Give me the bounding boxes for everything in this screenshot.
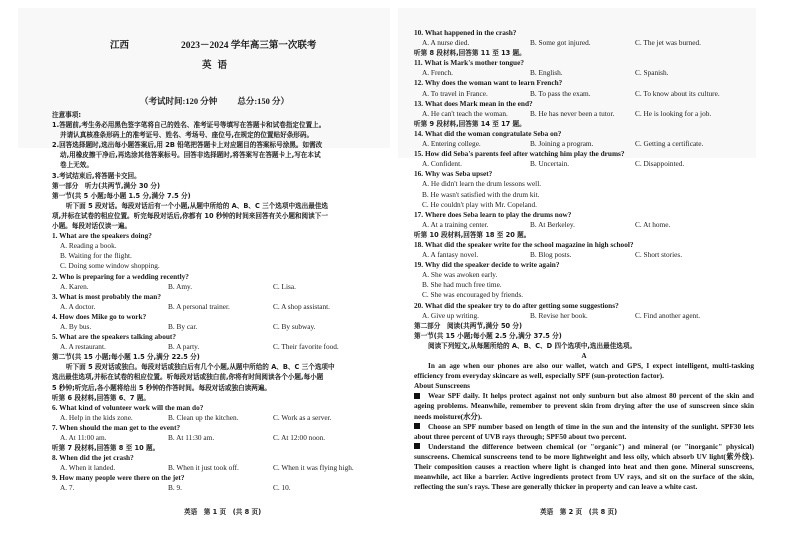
option: C. Getting a certificate. bbox=[635, 139, 704, 149]
material-label: 听第 7 段材料,回答第 8 至 10 题。 bbox=[52, 444, 160, 453]
option: B. Joining a program. bbox=[530, 139, 594, 149]
option: C. Doing some window shopping. bbox=[60, 261, 160, 271]
question-17: 17. Where does Seba learn to play the drums now? bbox=[414, 209, 572, 219]
question-12: 12. Why does the woman want to learn French? bbox=[414, 78, 563, 88]
option: C. Short stories. bbox=[635, 250, 683, 260]
passage-label: A bbox=[581, 351, 587, 360]
option: A. French. bbox=[422, 68, 454, 78]
passage-bullet bbox=[414, 391, 754, 421]
bullet-text: Understand the difference between chemical (or "organic") and mineral (or "inorganic" physical) sunscreens. Chemical sunscreens tend to be more lightweight and less oily, which absorb UV light(紫外线). Their composition causes a reaction where light is changed into heat and then gone. Mineral sunscreens, meanwhile, act like a barrier. Active ingredients protect from UV rays, and sit on the surface of the skin, reflecting the sun's rays. These are generally thicker in property and can leave a white cast. bbox=[414, 441, 754, 492]
section1-instructions: 听下面 5 段对话。每段对话后有一个小题,从题中所给的 A、B、C 三个选项中选出最佳选 bbox=[66, 201, 329, 210]
part1-title: 第一部分 听力(共两节,满分 30 分) bbox=[52, 181, 161, 190]
page-2-footer: 英语 第 2 页 (共 8 页) bbox=[540, 508, 618, 516]
option: A. At 11:00 am. bbox=[60, 433, 107, 442]
material-label: 听第 6 段材料,回答第 6、7 题。 bbox=[52, 393, 150, 402]
option: A. He can't teach the woman. bbox=[422, 108, 508, 118]
question-16: 16. Why was Seba upset? bbox=[414, 169, 493, 179]
square-bullet-icon bbox=[414, 443, 420, 449]
section1-instructions: 项,并标在试卷的相应位置。听完每段对话后,你都有 10 秒钟的时间来回答有关小题和阅读下一 bbox=[52, 211, 328, 220]
bullet-text: Choose an SPF number based on length of time in the sun and the intensity of the sunlight. SPF30 lets about three percent of UVB rays through; SPF50 about two percent. bbox=[414, 421, 754, 441]
score-label: 总分:150 分） bbox=[237, 96, 290, 106]
option: C. Disappointed. bbox=[635, 159, 685, 169]
option: C. By subway. bbox=[273, 321, 316, 331]
question-8: 8. When did the jet crash? bbox=[52, 453, 134, 463]
question-7: 7. When should the man get to the event? bbox=[52, 422, 181, 432]
option: C. He couldn't play with Mr. Copeland. bbox=[422, 199, 538, 209]
part2-section1-title: 第一节(共 15 小题;每小题 2.5 分,满分 37.5 分) bbox=[414, 331, 562, 340]
section2-instructions: 选出最佳选项,并标在试卷的相应位置。听每段对话或独白前,你将有时间阅读各个小题,每小题 bbox=[52, 373, 324, 382]
option: C. Their favorite food. bbox=[273, 342, 339, 352]
question-1: 1. What are the speakers doing? bbox=[52, 231, 152, 241]
material-label: 听第 10 段材料,回答第 18 至 20 题。 bbox=[414, 230, 531, 239]
section1-title: 第一节(共 5 小题;每小题 1.5 分,满分 7.5 分) bbox=[52, 191, 191, 200]
square-bullet-icon bbox=[414, 393, 420, 399]
option: B. Amy. bbox=[168, 281, 193, 291]
option: A. A nurse died. bbox=[422, 38, 470, 48]
option: A. Help in the kids zone. bbox=[60, 412, 133, 422]
option: B. He has never been a tutor. bbox=[530, 108, 615, 118]
option: A. A doctor. bbox=[60, 301, 96, 311]
material-label: 听第 8 段材料,回答第 11 至 13 题。 bbox=[414, 49, 526, 58]
option: B. When it just took off. bbox=[168, 463, 239, 473]
option: C. Find another agent. bbox=[635, 310, 701, 320]
question-20: 20. What did the speaker try to do after getting some suggestions? bbox=[414, 300, 619, 310]
option: C. 10. bbox=[273, 483, 291, 493]
question-14: 14. What did the woman congratulate Seba on? bbox=[414, 128, 562, 138]
option: C. Spanish. bbox=[635, 68, 669, 78]
material-label: 听第 9 段材料,回答第 14 至 17 题。 bbox=[414, 119, 526, 128]
option: B. To pass the exam. bbox=[530, 88, 591, 98]
section2-instructions: 5 秒钟;听完后,各小题将给出 5 秒钟的作答时间。每段对话或独白读两遍。 bbox=[52, 383, 272, 392]
option: A. By bus. bbox=[60, 321, 92, 331]
notice-item: 并请认真核准条形码上的准考证号、姓名、考场号、座位号,在规定的位置贴好条形码。 bbox=[60, 131, 314, 140]
square-bullet-icon bbox=[414, 423, 420, 429]
option: C. Work as a server. bbox=[273, 412, 332, 422]
passage-heading: About Sunscreens bbox=[414, 381, 471, 391]
part2-title: 第二部分 阅读(共两节,满分 50 分) bbox=[414, 321, 523, 330]
option: A. Reading a book. bbox=[60, 241, 117, 251]
option: B. A personal trainer. bbox=[168, 301, 230, 311]
option: A. At a training center. bbox=[422, 219, 489, 229]
option: C. She was encouraged by friends. bbox=[422, 290, 524, 300]
option: B. At 11:30 am. bbox=[168, 433, 215, 442]
option: C. Lisa. bbox=[273, 281, 296, 291]
passage-bullet bbox=[414, 422, 754, 442]
option: B. She had much free time. bbox=[422, 280, 502, 290]
question-11: 11. What is Mark's mother tongue? bbox=[414, 58, 524, 68]
question-10: 10. What happened in the crash? bbox=[414, 28, 517, 37]
option: B. He wasn't satisfied with the drum kit. bbox=[422, 189, 540, 199]
part2-instructions: 阅读下列短文,从每题所给的 A、B、C、D 四个选项中,选出最佳选项。 bbox=[428, 341, 637, 350]
notice-item: 3.考试结束后,将答题卡交回。 bbox=[52, 171, 141, 180]
question-9: 9. How many people were there on the jet? bbox=[52, 473, 185, 483]
question-5: 5. What are the speakers talking about? bbox=[52, 332, 176, 342]
option: C. He is looking for a job. bbox=[635, 108, 712, 118]
option: A. Give up writing. bbox=[422, 310, 479, 320]
passage-bullet bbox=[414, 442, 754, 492]
question-18: 18. What did the speaker write for the school magazine in high school? bbox=[414, 239, 634, 249]
right-column bbox=[414, 28, 754, 492]
option: B. Revise her book. bbox=[530, 310, 588, 320]
notice-title: 注意事项: bbox=[52, 111, 82, 119]
passage-intro: In an age when our phones are also our wallet, watch and GPS, I expect intelligent, multi-tasking efficiency from everyday skincare as well, especially SPF (sun-protection factor). bbox=[414, 361, 754, 381]
question-6: 6. What kind of volunteer work will the man do? bbox=[52, 402, 204, 412]
option: C. A shop assistant. bbox=[273, 301, 330, 311]
question-19: 19. Why did the speaker decide to write again? bbox=[414, 260, 560, 270]
section1-instructions: 小题。每段对话仅读一遍。 bbox=[52, 222, 132, 231]
option: C. To know about its culture. bbox=[635, 88, 720, 98]
option: A. When it landed. bbox=[60, 463, 116, 473]
question-15: 15. How did Seba's parents feel after watching him play the drums? bbox=[414, 149, 625, 159]
question-4: 4. How does Mike go to work? bbox=[52, 311, 147, 321]
question-13: 13. What does Mark mean in the end? bbox=[414, 98, 533, 108]
option: B. A party. bbox=[168, 342, 200, 352]
notice-item: 1.答题前,考生务必用黑色签字笔将自己的姓名、准考证号等填写在答题卡和试卷指定位置上。 bbox=[52, 121, 326, 130]
option: B. Waiting for the flight. bbox=[60, 251, 132, 261]
page-1-footer: 英语 第 1 页 (共 8 页) bbox=[184, 508, 262, 516]
option: A. She was awoken early. bbox=[422, 270, 498, 280]
option: B. Blog posts. bbox=[530, 250, 572, 260]
option: B. At Berkeley. bbox=[530, 219, 575, 229]
option: C. At home. bbox=[635, 219, 671, 229]
option: B. By car. bbox=[168, 321, 198, 331]
option: A. 7. bbox=[60, 483, 75, 493]
option: B. English. bbox=[530, 68, 563, 78]
notice-item: 2.回答选择题时,选出每小题答案后,用 2B 铅笔把答题卡上对应题目的答案标号涂黑。如需改 bbox=[52, 141, 323, 150]
question-2: 2. Who is preparing for a wedding recently? bbox=[52, 271, 189, 281]
option: A. A fantasy novel. bbox=[422, 250, 479, 260]
option: A. A restaurant. bbox=[60, 342, 106, 352]
option: B. Uncertain. bbox=[530, 159, 570, 169]
time-label: （考试时间:120 分钟 bbox=[140, 96, 218, 106]
option: A. Confident. bbox=[422, 159, 462, 169]
exam-title: 2023－2024 学年高三第一次联考 bbox=[181, 41, 317, 51]
option: B. 9. bbox=[168, 483, 182, 493]
option: B. Some got injured. bbox=[530, 38, 591, 48]
option: C. At 12:00 noon. bbox=[273, 433, 326, 442]
exam-time-info bbox=[140, 95, 307, 107]
option: A. To travel in France. bbox=[422, 88, 488, 98]
option: A. He didn't learn the drum lessons well. bbox=[422, 179, 542, 189]
left-column bbox=[52, 110, 382, 494]
notice-item: 动,用橡皮擦干净后,再选涂其他答案标号。回答非选择题时,将答案写在答题卡上,写在本试 bbox=[60, 151, 321, 160]
option: B. Clean up the kitchen. bbox=[168, 412, 239, 422]
option: C. The jet was burned. bbox=[635, 38, 701, 48]
option: A. Entering college. bbox=[422, 139, 481, 149]
notice-item: 卷上无效。 bbox=[60, 161, 93, 170]
option: A. Karen. bbox=[60, 281, 89, 291]
option: C. When it was flying high. bbox=[273, 463, 354, 473]
province-label: 江西 bbox=[110, 41, 130, 51]
bullet-text: Wear SPF daily. It helps protect against not only sunburn but also almost 80 percent of the skin and ageing problems. Meanwhile, remember to prevent skin from drying after the use of sunscreen since skin needs moisture(水分). bbox=[414, 391, 754, 421]
question-3: 3. What is most probably the man? bbox=[52, 291, 161, 301]
section2-instructions: 听下面 5 段对话或独白。每段对话或独白后有几个小题,从题中所给的 A、B、C 三个选项中 bbox=[66, 363, 335, 372]
subject-title: 英语 bbox=[202, 61, 234, 71]
section2-title: 第二节(共 15 小题;每小题 1.5 分,满分 22.5 分) bbox=[52, 353, 200, 362]
